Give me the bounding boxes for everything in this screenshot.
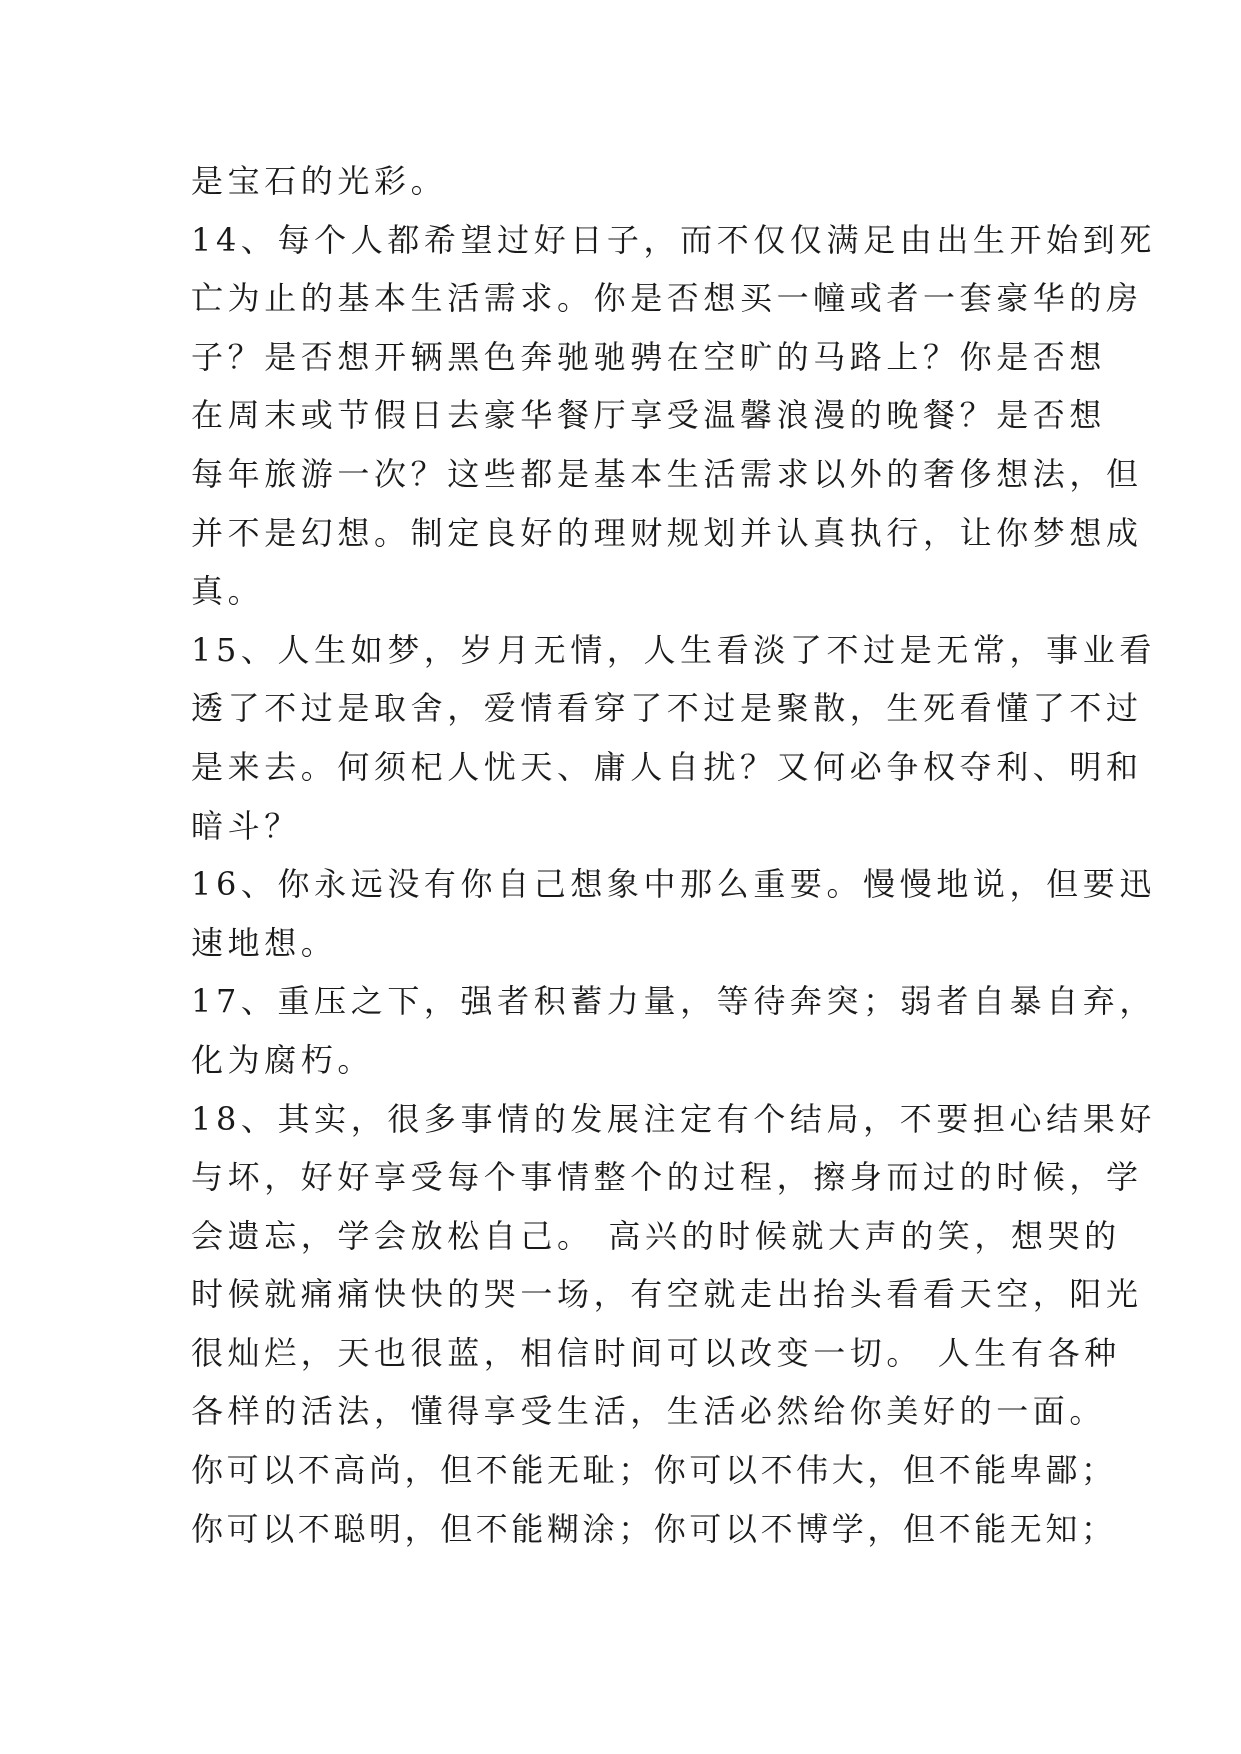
text-line: 在周末或节假日去豪华餐厅享受温馨浪漫的晚餐？是否想 xyxy=(191,396,1107,435)
text-line: 会遗忘，学会放松自己。 高兴的时候就大声的笑，想哭的 xyxy=(191,1216,1121,1255)
text-line: 并不是幻想。制定良好的理财规划并认真执行，让你梦想成 xyxy=(191,513,1143,552)
text-line: 每年旅游一次？这些都是基本生活需求以外的奢侈想法，但 xyxy=(191,454,1143,493)
text-line: 你可以不高尚，但不能无耻；你可以不伟大，但不能卑鄙； xyxy=(191,1451,1117,1490)
text-line: 你可以不聪明，但不能糊涂；你可以不博学，但不能无知； xyxy=(191,1509,1117,1548)
text-line: 是宝石的光彩。 xyxy=(191,162,448,200)
text-line: 子？是否想开辆黑色奔驰驰骋在空旷的马路上？你是否想 xyxy=(191,337,1107,376)
text-line: 很灿烂，天也很蓝，相信时间可以改变一切。 人生有各种 xyxy=(191,1333,1121,1372)
text-line: 与坏，好好享受每个事情整个的过程，擦身而过的时候，学 xyxy=(191,1158,1143,1197)
text-line: 真。 xyxy=(191,572,265,611)
text-line: 是来去。何须杞人忧天、庸人自扰？又何必争权夺利、明和 xyxy=(191,747,1143,786)
text-line: 15、人生如梦，岁月无情，人生看淡了不过是无常，事业看 xyxy=(191,630,1156,669)
text-line: 暗斗？ xyxy=(191,806,301,845)
text-line: 化为腐朽。 xyxy=(191,1040,375,1079)
document-body xyxy=(191,152,1156,1558)
text-line: 14、每个人都希望过好日子，而不仅仅满足由出生开始到死 xyxy=(191,220,1156,259)
text-line: 各样的活法，懂得享受生活，生活必然给你美好的一面。 xyxy=(191,1392,1107,1431)
text-line: 速地想。 xyxy=(191,923,338,962)
text-line: 亡为止的基本生活需求。你是否想买一幢或者一套豪华的房 xyxy=(191,279,1143,318)
text-line: 透了不过是取舍，爱情看穿了不过是聚散，生死看懂了不过 xyxy=(191,689,1143,728)
text-line: 时候就痛痛快快的哭一场，有空就走出抬头看看天空，阳光 xyxy=(191,1275,1143,1314)
text-line: 17、重压之下，强者积蓄力量，等待奔突；弱者自暴自弃， xyxy=(191,982,1156,1021)
text-line: 18、其实，很多事情的发展注定有个结局，不要担心结果好 xyxy=(191,1099,1156,1138)
text-line: 16、你永远没有你自己想象中那么重要。慢慢地说，但要迅 xyxy=(191,865,1156,904)
